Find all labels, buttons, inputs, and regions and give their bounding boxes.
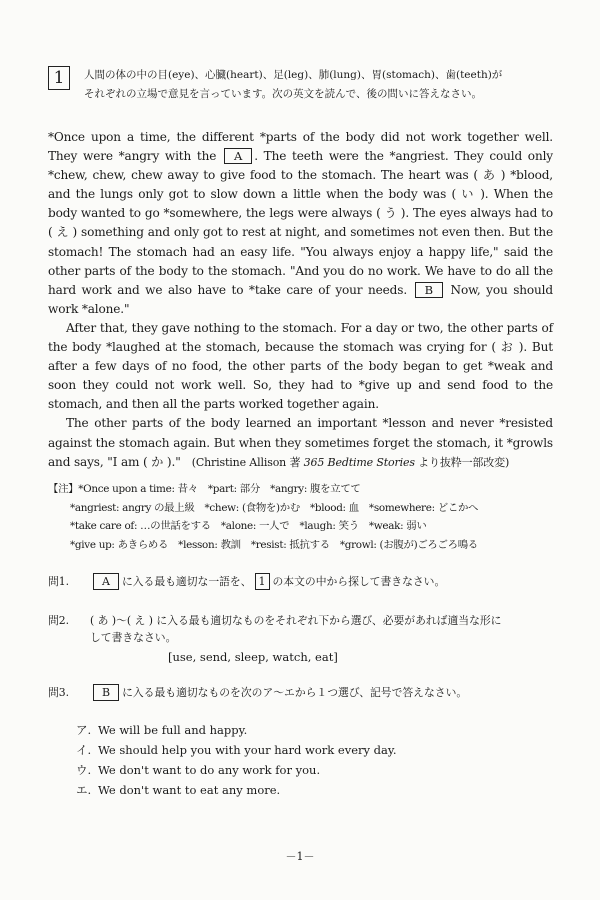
choice-e [76,780,397,800]
question-1-text-b: の本文の中から探して書きなさい。 [272,575,446,588]
choice-i-text: We should help you with your hard work every day. [98,743,397,757]
instructions [84,66,554,104]
paragraph-3 [48,414,553,471]
choice-a-key: ア. [76,723,92,737]
question-2-line-2: して書きなさい。 [90,631,177,644]
choice-u-key: ウ. [76,763,92,777]
question-3-label: 問3. [48,686,70,699]
choice-a-text: We will be full and happy. [98,723,248,737]
question-3 [48,684,558,701]
source-citation [192,456,509,469]
choice-u-text: We don't want to do any work for you. [98,763,321,777]
page-number: －1－ [285,850,315,863]
question-1-text-a: に入る最も適切な一語を、 [121,575,252,588]
paragraph-1 [48,128,553,319]
source-note: より抜粋一部改変) [414,455,510,469]
instructions-line-2: それぞれの立場で意見を言っています。次の英文を読んで、後の問いに答えなさい。 [84,88,482,100]
word-choice-list: [use, send, sleep, watch, eat] [168,650,338,664]
choice-a [76,720,397,740]
paragraph-1-part-c: Now, you should work *alone." [48,282,553,316]
question-2 [48,612,558,646]
question-1 [48,573,558,590]
source-title: 365 Bedtime Stories [303,455,415,469]
paragraph-2: After that, they gave nothing to the stomach. For a day or two, the other parts of the body *laughed at the stomach, because the stomach was crying for ( お ). But after a few days of no food, the other parts of the body began to get *weak and soon they could not work well. So, they had to *give up and send food to the stomach, and then all the parts worked together again. [48,320,553,412]
question-1-blank-box: A [93,573,119,590]
paragraph-1-part-a: *Once upon a time, the different *parts of the body did not work together well. They were *angry with the [48,130,553,164]
choice-i [76,740,397,760]
instructions-line-1: 人間の体の中の目(eye)、心臓(heart)、足(leg)、肺(lung)、胃(stomach)、歯(teeth)が [84,69,503,81]
question-3-text: に入る最も適切なものを次のア～エから１つ選び、記号で答えなさい。 [122,686,468,699]
source-author: (Christine Allison 著 [191,455,304,469]
choice-u [76,760,397,780]
question-number-box: 1 [48,66,70,90]
notes-line-1: 【注】*Once upon a time: 昔々 *part: 部分 *angry: 腹を立てて [48,483,361,495]
question-1-ref-box: 1 [255,573,270,590]
notes-line-3: *take care of: …の世話をする *alone: 一人で *laugh: 笑う *weak: 弱い [70,520,427,532]
vocabulary-notes [48,480,568,554]
notes-line-2: *angriest: angry の最上級 *chew: (食物を)かむ *blood: 血 *somewhere: どこかへ [70,501,479,514]
paragraph-3-text: The other parts of the body learned an important *lesson and never *resisted against the stomach again. But when they sometimes forget the stomach, it *growls and says, "I am ( か )." [48,416,553,469]
choice-e-text: We don't want to eat any more. [98,783,281,797]
blank-a-box: A [224,148,252,164]
question-1-label: 問1. [48,575,70,588]
blank-b-box: B [415,282,443,298]
question-2-line-1: ( あ )～( え ) に入る最も適切なものをそれぞれ下から選び、必要があれば適当な形に [90,614,502,627]
answer-choices [76,720,397,800]
choice-e-key: エ. [76,783,92,797]
reading-passage [48,128,553,472]
notes-line-4: *give up: あきらめる *lesson: 教訓 *resist: 抵抗する *growl: (お腹が)ごろごろ鳴る [70,538,478,551]
choice-i-key: イ. [76,743,92,757]
paragraph-1-part-b: . The teeth were the *angriest. They could only *chew, chew, chew away to give food to the stomach. The heart was ( あ ) *blood, and the lungs only got to slow down a little when the body was ( い ). When the body wanted to go *somewhere, the legs were always ( う ). The eyes always had to ( え ) something and only got to rest at night, and sometimes not even then. But the stomach! The stomach had an easy life. "You always enjoy a happy life," said the other parts of the body to the stomach. "And you do no work. We have to do all the hard work and we also have to *take care of your needs. [48,149,553,297]
question-2-label: 問2. [48,614,70,627]
question-3-blank-box: B [93,684,119,701]
